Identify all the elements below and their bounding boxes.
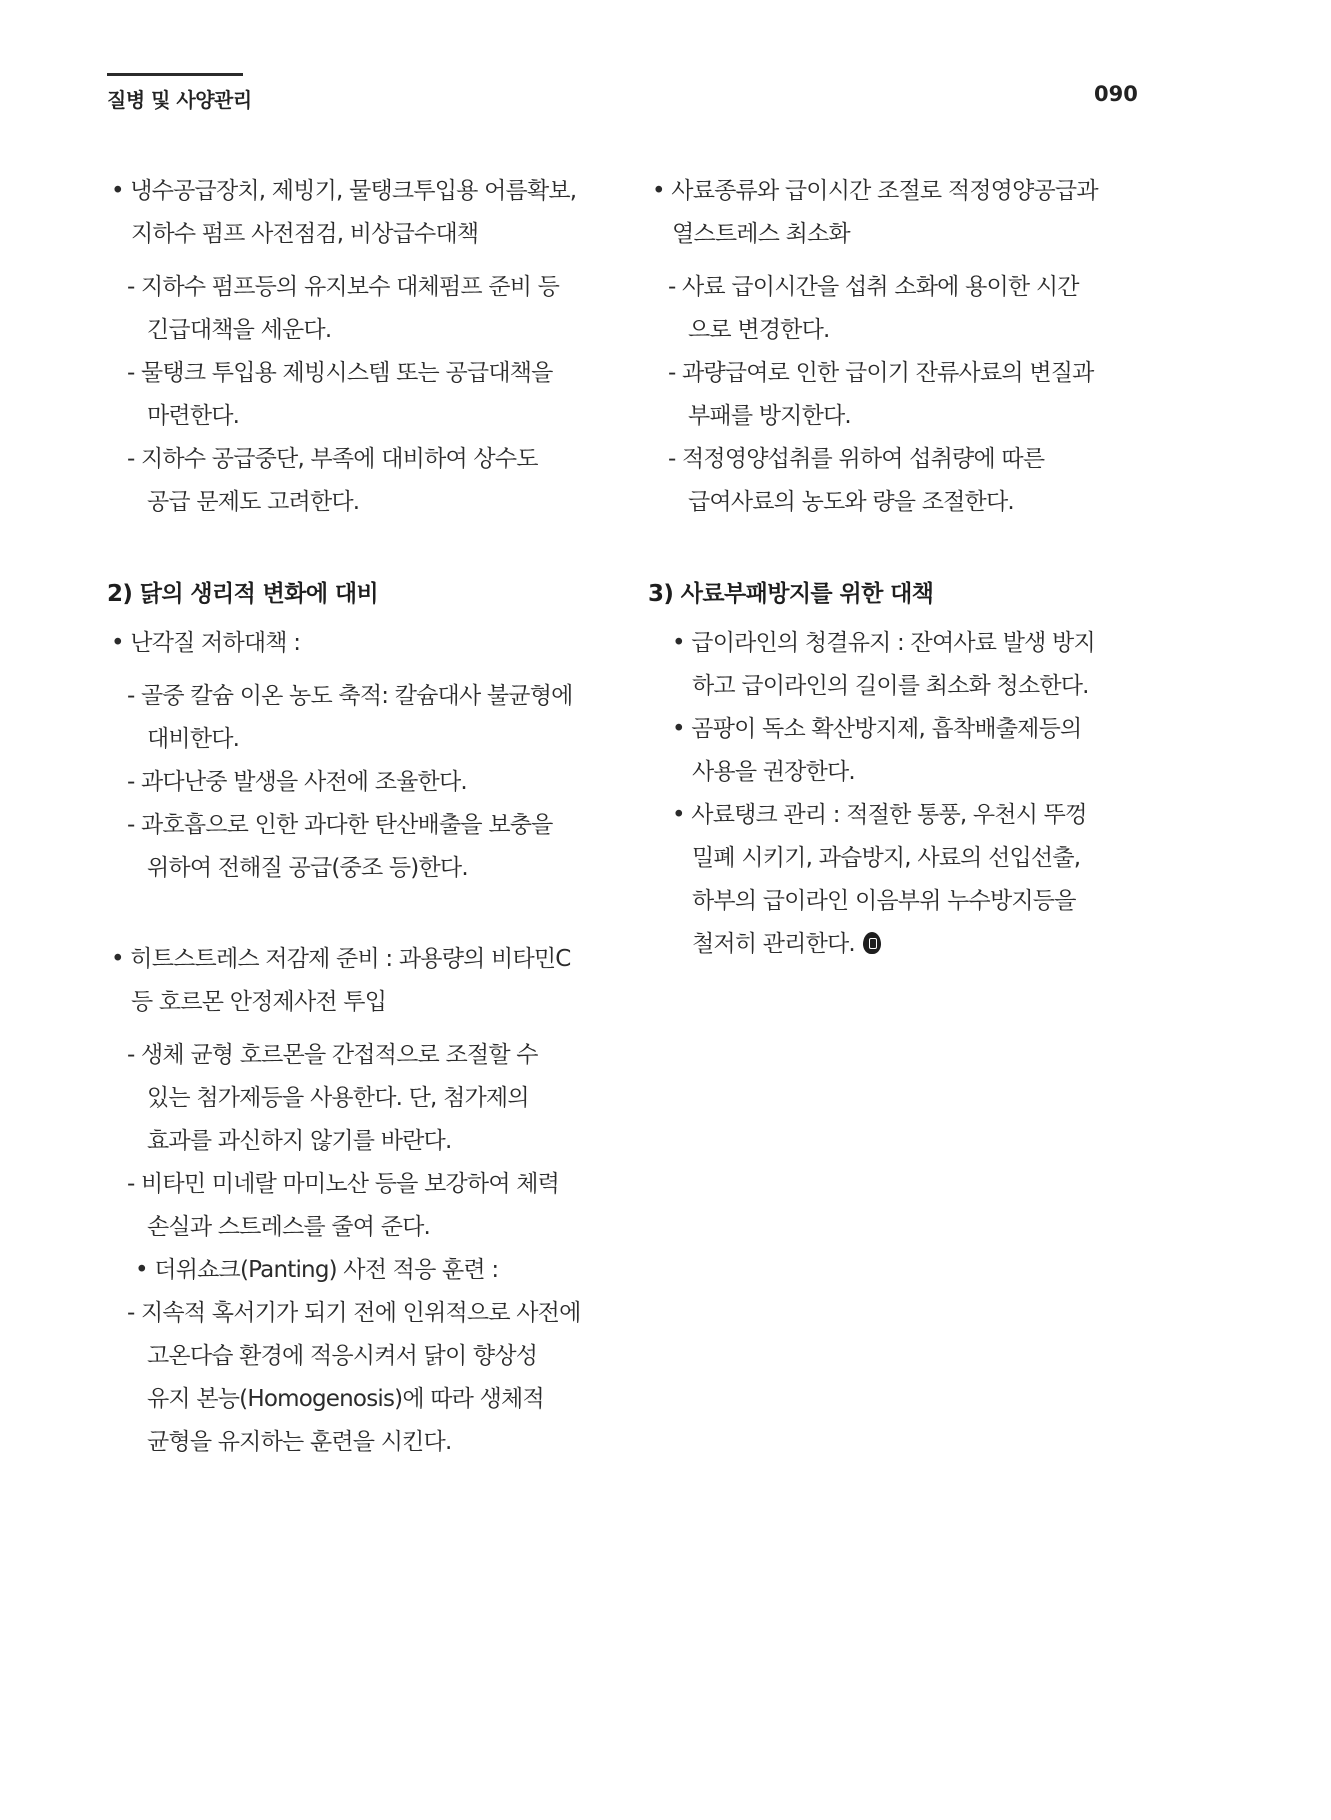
bullet-line-cont: 하고 급이라인의 길이를 최소화 청소한다. <box>692 673 1089 699</box>
dash-item-cont: 급여사료의 농도와 량을 조절한다. <box>688 489 1014 515</box>
section-heading-3: 3) 사료부패방지를 위한 대책 <box>648 581 934 607</box>
dash-item-cont: 긴급대책을 세운다. <box>147 317 332 343</box>
dash-item-cont: 균형을 유지하는 훈련을 시킨다. <box>147 1429 452 1455</box>
dash-item-cont: 고온다습 환경에 적응시켜서 닭이 향상성 <box>147 1343 538 1369</box>
dash-item-cont: 마련한다. <box>147 403 240 429</box>
dash-item: - 지속적 혹서기가 되기 전에 인위적으로 사전에 <box>127 1300 581 1326</box>
dash-item: - 사료 급이시간을 섭취 소화에 용이한 시간 <box>668 274 1079 300</box>
bullet-line: • 사료종류와 급이시간 조절로 적정영양공급과 <box>652 178 1098 204</box>
dash-item-cont: 으로 변경한다. <box>688 317 830 343</box>
right-column <box>648 170 1148 966</box>
header-rule <box>107 73 243 76</box>
dash-item-cont: 위하여 전해질 공급(중조 등)한다. <box>147 855 468 881</box>
dash-item-cont: 대비한다. <box>147 726 240 752</box>
dash-item: - 과다난중 발생을 사전에 조율한다. <box>127 769 467 795</box>
dash-item: - 지하수 펌프등의 유지보수 대체펌프 준비 등 <box>127 274 560 300</box>
dash-item-cont: 손실과 스트레스를 줄여 준다. <box>147 1214 431 1240</box>
bullet-line: 열스트레스 최소화 <box>672 221 850 247</box>
dash-item-cont: 효과를 과신하지 않기를 바란다. <box>147 1128 452 1154</box>
section-label: 질병 및 사양관리 <box>107 88 252 112</box>
bullet-line-cont <box>648 923 1148 966</box>
dash-item-cont: 유지 본능(Homogenosis)에 따라 생체적 <box>147 1386 544 1412</box>
dash-item: - 지하수 공급중단, 부족에 대비하여 상수도 <box>127 446 538 472</box>
dash-item: - 비타민 미네랄 마미노산 등을 보강하여 체력 <box>127 1171 560 1197</box>
bullet-line: 지하수 펌프 사전점검, 비상급수대책 <box>131 221 479 247</box>
section-heading-2: 2) 닭의 생리적 변화에 대비 <box>107 581 379 607</box>
dash-item: - 골중 칼슘 이온 농도 축적: 칼슘대사 불균형에 <box>127 683 573 709</box>
bullet-line: • 곰팡이 독소 확산방지제, 흡착배출제등의 <box>672 716 1082 742</box>
bullet-line-cont: 밀폐 시키기, 과습방지, 사료의 선입선출, <box>692 845 1081 871</box>
dash-item: - 물탱크 투입용 제빙시스템 또는 공급대책을 <box>127 360 553 386</box>
dash-item-cont: 공급 문제도 고려한다. <box>147 489 360 515</box>
bullet-line: • 히트스트레스 저감제 준비 : 과용량의 비타민C <box>111 946 571 972</box>
bullet-line-cont: 사용을 권장한다. <box>692 759 855 785</box>
dash-item: - 과호흡으로 인한 과다한 탄산배출을 보충을 <box>127 812 553 838</box>
bullet-line: • 급이라인의 청결유지 : 잔여사료 발생 방지 <box>672 630 1095 656</box>
bullet-line-cont: 하부의 급이라인 이음부위 누수방지등을 <box>692 888 1076 914</box>
bullet-line: • 난각질 저하대책 : <box>111 630 301 656</box>
dash-item-cont: 있는 첨가제등을 사용한다. 단, 첨가제의 <box>147 1085 529 1111</box>
end-of-article-icon <box>863 932 881 954</box>
dash-item: - 과량급여로 인한 급이기 잔류사료의 변질과 <box>668 360 1094 386</box>
page-number: 090 <box>1094 82 1138 106</box>
bullet-line-text: 철저히 관리한다. <box>692 931 855 957</box>
bullet-line: • 냉수공급장치, 제빙기, 물탱크투입용 어름확보, <box>111 178 577 204</box>
dash-item: - 생체 균형 호르몬을 간접적으로 조절할 수 <box>127 1042 538 1068</box>
bullet-line: 등 호르몬 안정제사전 투입 <box>131 989 387 1015</box>
dash-item: - 적정영양섭취를 위하여 섭취량에 따른 <box>668 446 1045 472</box>
sub-bullet: • 더위쇼크(Panting) 사전 적응 훈련 : <box>135 1257 499 1283</box>
left-column <box>107 170 607 1464</box>
dash-item-cont: 부패를 방지한다. <box>688 403 851 429</box>
bullet-line: • 사료탱크 관리 : 적절한 통풍, 우천시 뚜껑 <box>672 802 1087 828</box>
